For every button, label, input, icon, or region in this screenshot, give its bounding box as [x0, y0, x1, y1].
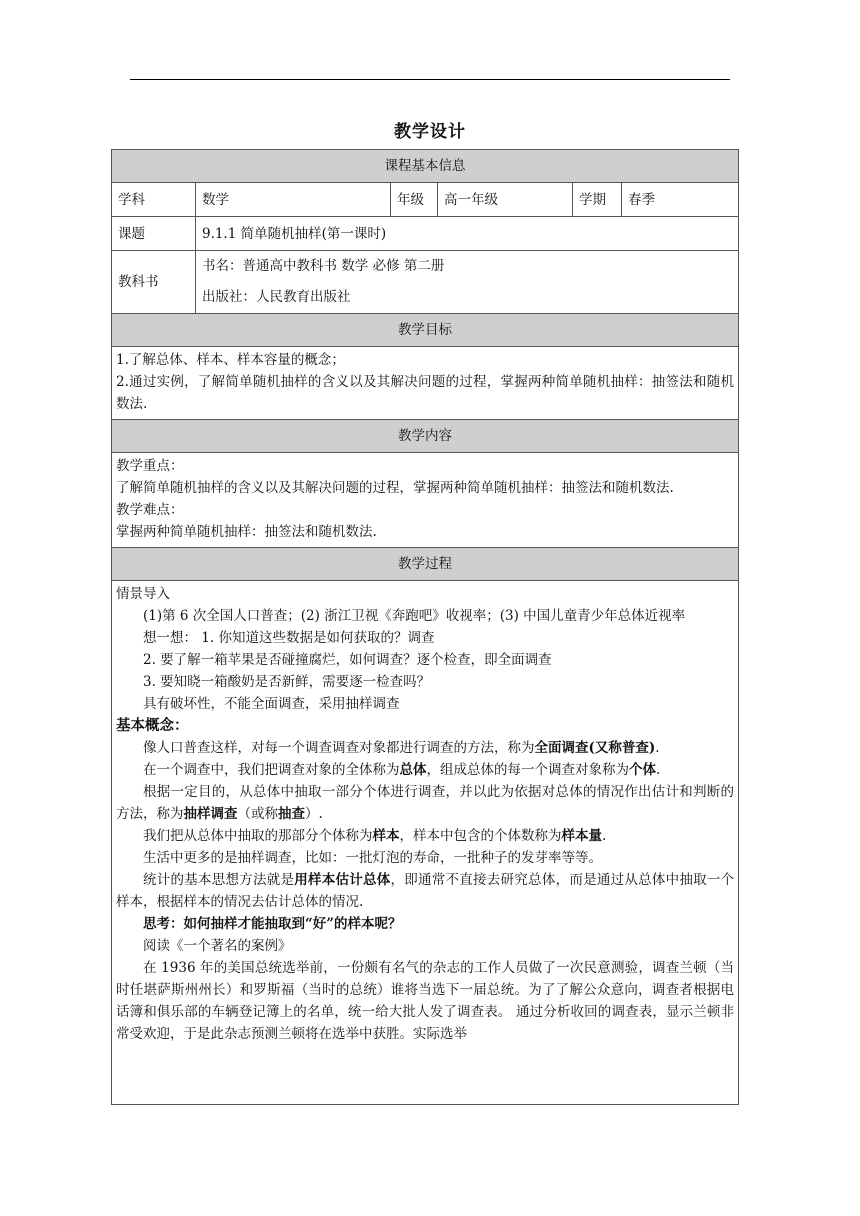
concept-paragraph: 统计的基本思想方法就是用样本估计总体，即通常不直接去研究总体，而是通过从总体中抽取一个样本，根据样本的情况去估计总体的情况.: [116, 872, 735, 910]
topic-value: 9.1.1 简单随机抽样(第一课时): [196, 217, 739, 251]
think-line: 具有破坏性，不能全面调查，采用抽样调查: [143, 696, 400, 712]
goals-body: [112, 347, 739, 420]
think-line: 想一想： 1. 你知道这些数据是如何获取的？调查: [143, 630, 435, 646]
goals-header: 教学目标: [112, 314, 739, 347]
textbook-publisher-line: 出版社：人民教育出版社: [202, 289, 351, 305]
goal-item: 1.了解总体、样本、样本容量的概念；: [116, 352, 345, 368]
textbook-book-line: 书名：普通高中教科书 数学 必修 第二册: [202, 258, 445, 274]
lesson-plan-table: [111, 149, 739, 1105]
topic-label: 课题: [112, 217, 196, 251]
intro-text: (1)第 6 次全国人口普查；(2) 浙江卫视《奔跑吧》收视率；(3) 中国儿童青少年总体近视率: [143, 608, 686, 624]
term-value: 春季: [622, 183, 739, 217]
thinking-question: 思考：如何抽样才能抽取到“好”的样本呢？: [143, 916, 402, 932]
subject-value: 数学: [196, 183, 391, 217]
concept-paragraph: 生活中更多的是抽样调查，比如：一批灯泡的寿命，一批种子的发芽率等等。: [143, 850, 602, 866]
header-rule: [130, 79, 730, 80]
subject-label: 学科: [112, 183, 196, 217]
think-line: 3. 要知晓一箱酸奶是否新鲜，需要逐一检查吗？: [143, 674, 431, 690]
content-header: 教学内容: [112, 420, 739, 453]
term-label: 学期: [573, 183, 622, 217]
process-body: [112, 581, 739, 1105]
grade-label: 年级: [391, 183, 438, 217]
concept-paragraph: 在一个调查中，我们把调查对象的全体称为总体，组成总体的每一个调查对象称为个体.: [143, 762, 661, 778]
concept-heading: 基本概念：: [116, 718, 189, 734]
think-line: 2. 要了解一箱苹果是否碰撞腐烂，如何调查？逐个检查，即全面调查: [143, 652, 552, 668]
difficulty-text: 掌握两种简单随机抽样：抽签法和随机数法.: [116, 524, 377, 540]
grade-value: 高一年级: [438, 183, 573, 217]
intro-label: 情景导入: [116, 586, 170, 602]
goal-item: 2.通过实例，了解简单随机抽样的含义以及其解决问题的过程，掌握两种简单随机抽样：抽签法和随机数法.: [116, 374, 735, 412]
key-point-text: 了解简单随机抽样的含义以及其解决问题的过程，掌握两种简单随机抽样：抽签法和随机数法.: [116, 480, 674, 496]
textbook-value: [196, 251, 739, 314]
difficulty-label: 教学难点：: [116, 502, 184, 518]
basic-info-header: 课程基本信息: [112, 150, 739, 183]
textbook-label: 教科书: [112, 251, 196, 314]
concept-paragraph: 根据一定目的，从总体中抽取一部分个体进行调查，并以此为依据对总体的情况作出估计和判断的方法，称为抽样调查（或称抽查）.: [116, 784, 735, 822]
key-point-label: 教学重点：: [116, 458, 184, 474]
content-body: [112, 453, 739, 548]
document-title: 教学设计: [394, 122, 466, 142]
reading-title: 阅读《一个著名的案例》: [143, 938, 292, 954]
process-header: 教学过程: [112, 548, 739, 581]
concept-paragraph: 像人口普查这样，对每一个调查调查对象都进行调查的方法，称为全面调查(又称普查).: [143, 740, 660, 756]
concept-paragraph: 我们把从总体中抽取的那部分个体称为样本，样本中包含的个体数称为样本量.: [143, 828, 607, 844]
case-story: 在 1936 年的美国总统选举前，一份颇有名气的杂志的工作人员做了一次民意测验，调查兰顿（当时任堪萨斯州州长）和罗斯福（当时的总统）谁将当选下一届总统。为了了解公众意向，调查者根据电话簿和俱乐部的车辆登记簿上的名单，统一给大批人发了调查表。 通过分析收回的调查表，显示兰顿非常受欢迎，于是此杂志预测兰顿将在选举中获胜。实际选举: [116, 960, 735, 1042]
